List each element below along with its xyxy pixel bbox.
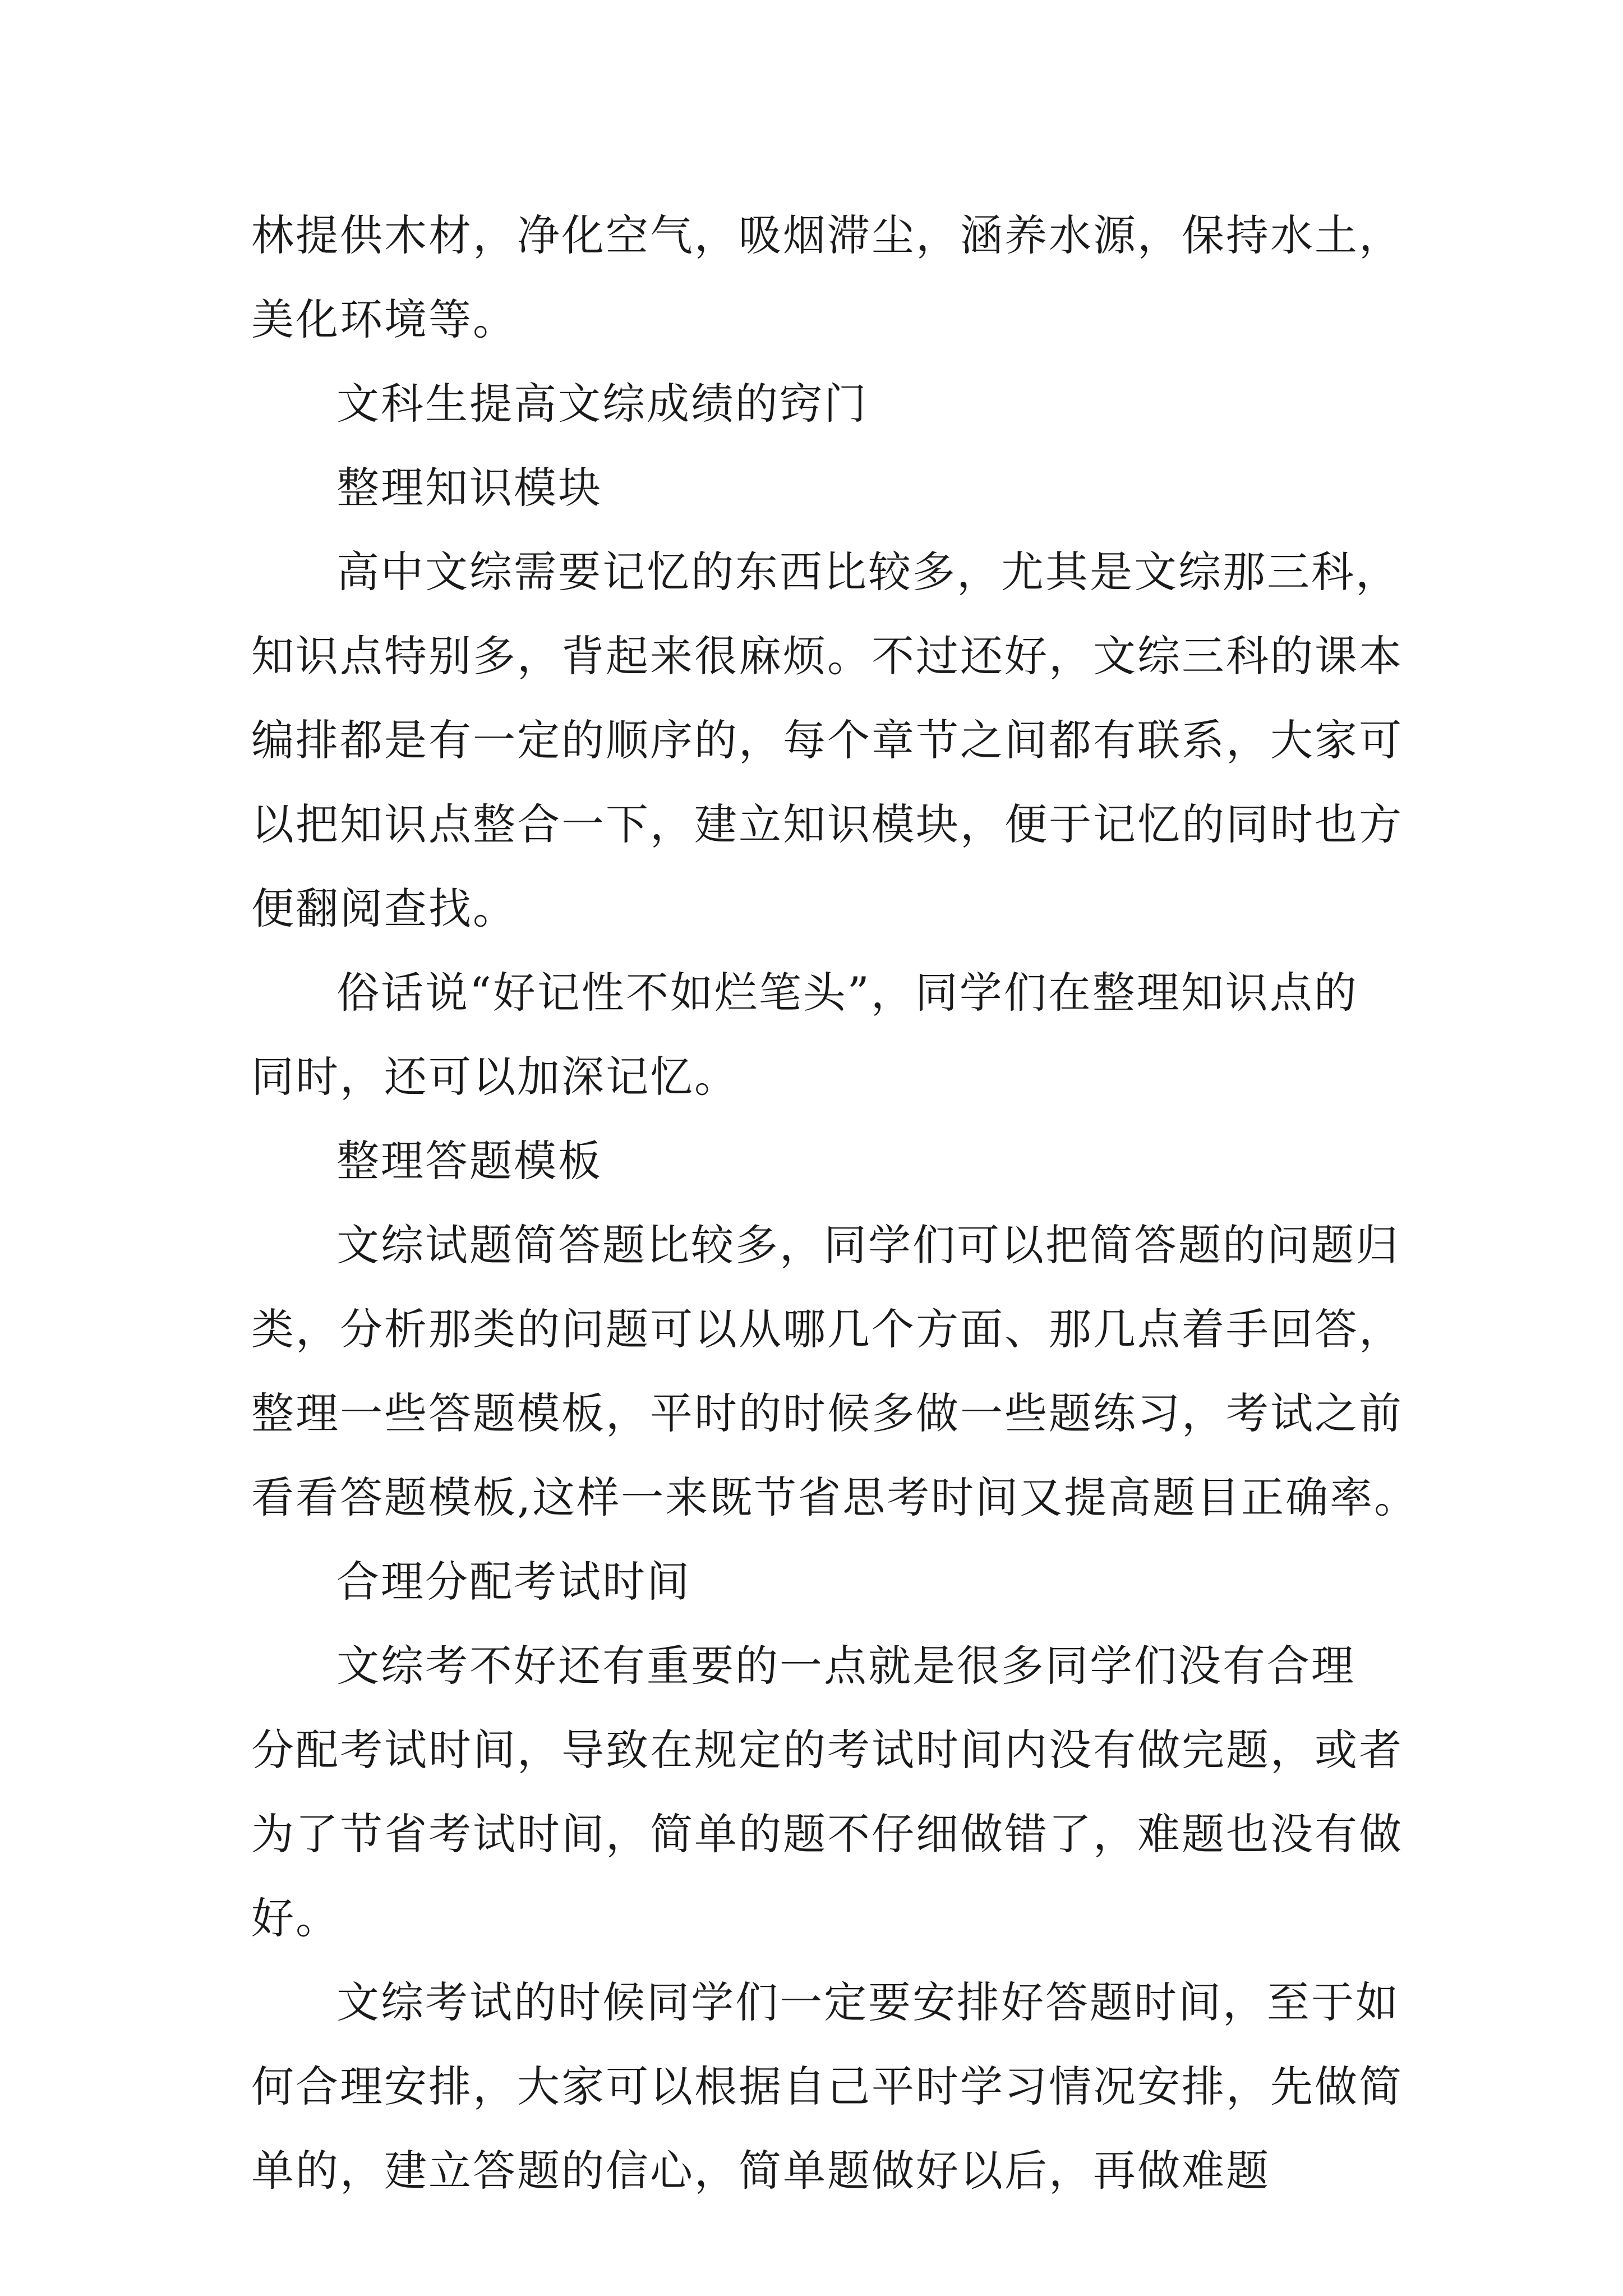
text-line: 林提供木材，净化空气，吸烟滞尘，涵养水源，保持水土， [251,210,1403,260]
section-heading [251,362,1390,446]
paragraph [251,194,1403,362]
text-line: 以把知识点整合一下，建立知识模块，便于记忆的同时也方 [251,799,1403,849]
text-line: 好。 [251,1893,340,1943]
subsection-heading [251,446,1390,530]
text-line: 同时，还可以加深记忆。 [251,1052,739,1102]
paragraph [251,1624,1403,1961]
text-line: 单的，建立答题的信心，简单题做好以后，再做难题 [251,2146,1270,2196]
text-line: 文综考不好还有重要的一点就是很多同学们没有合理 [336,1641,1355,1691]
text-line: 为了节省考试时间，简单的题不仔细做错了，难题也没有做 [251,1809,1403,1859]
text-line: 看看答题模板,这样一来既节省思考时间又提高题目正确率。 [251,1473,1419,1522]
paragraph [251,951,1390,1119]
text-line: 编排都是有一定的顺序的，每个章节之间都有联系，大家可 [251,715,1403,765]
subsection-heading [251,1540,1390,1624]
text-line: 便翻阅查找。 [251,884,517,933]
heading-text: 文科生提高文综成绩的窍门 [336,379,868,429]
text-line: 文综考试的时候同学们一定要安排好答题时间，至于如 [336,1977,1400,2027]
text-line: 俗话说“好记性不如烂笔头”，同学们在整理知识点的 [336,968,1358,1018]
text-line: 分配考试时间，导致在规定的考试时间内没有做完题，或者 [251,1725,1403,1775]
text-line: 整理一些答题模板，平时的时候多做一些题练习，考试之前 [251,1388,1403,1438]
text-line: 高中文综需要记忆的东西比较多，尤其是文综那三科， [336,547,1400,597]
text-line: 类，分析那类的问题可以从哪几个方面、那几点着手回答， [251,1304,1403,1354]
subsection-heading [251,1119,1390,1203]
heading-text: 合理分配考试时间 [336,1557,691,1607]
heading-text: 整理知识模块 [336,463,602,513]
paragraph [251,530,1403,951]
paragraph [251,1203,1419,1540]
paragraph [251,1961,1403,2213]
text-line: 文综试题简答题比较多，同学们可以把简答题的问题归 [336,1220,1400,1270]
document-body [251,194,1419,2213]
text-line: 何合理安排，大家可以根据自己平时学习情况安排，先做简 [251,2062,1403,2111]
heading-text: 整理答题模板 [336,1136,602,1186]
text-line: 知识点特别多，背起来很麻烦。不过还好，文综三科的课本 [251,631,1403,681]
text-line: 美化环境等。 [251,295,517,344]
